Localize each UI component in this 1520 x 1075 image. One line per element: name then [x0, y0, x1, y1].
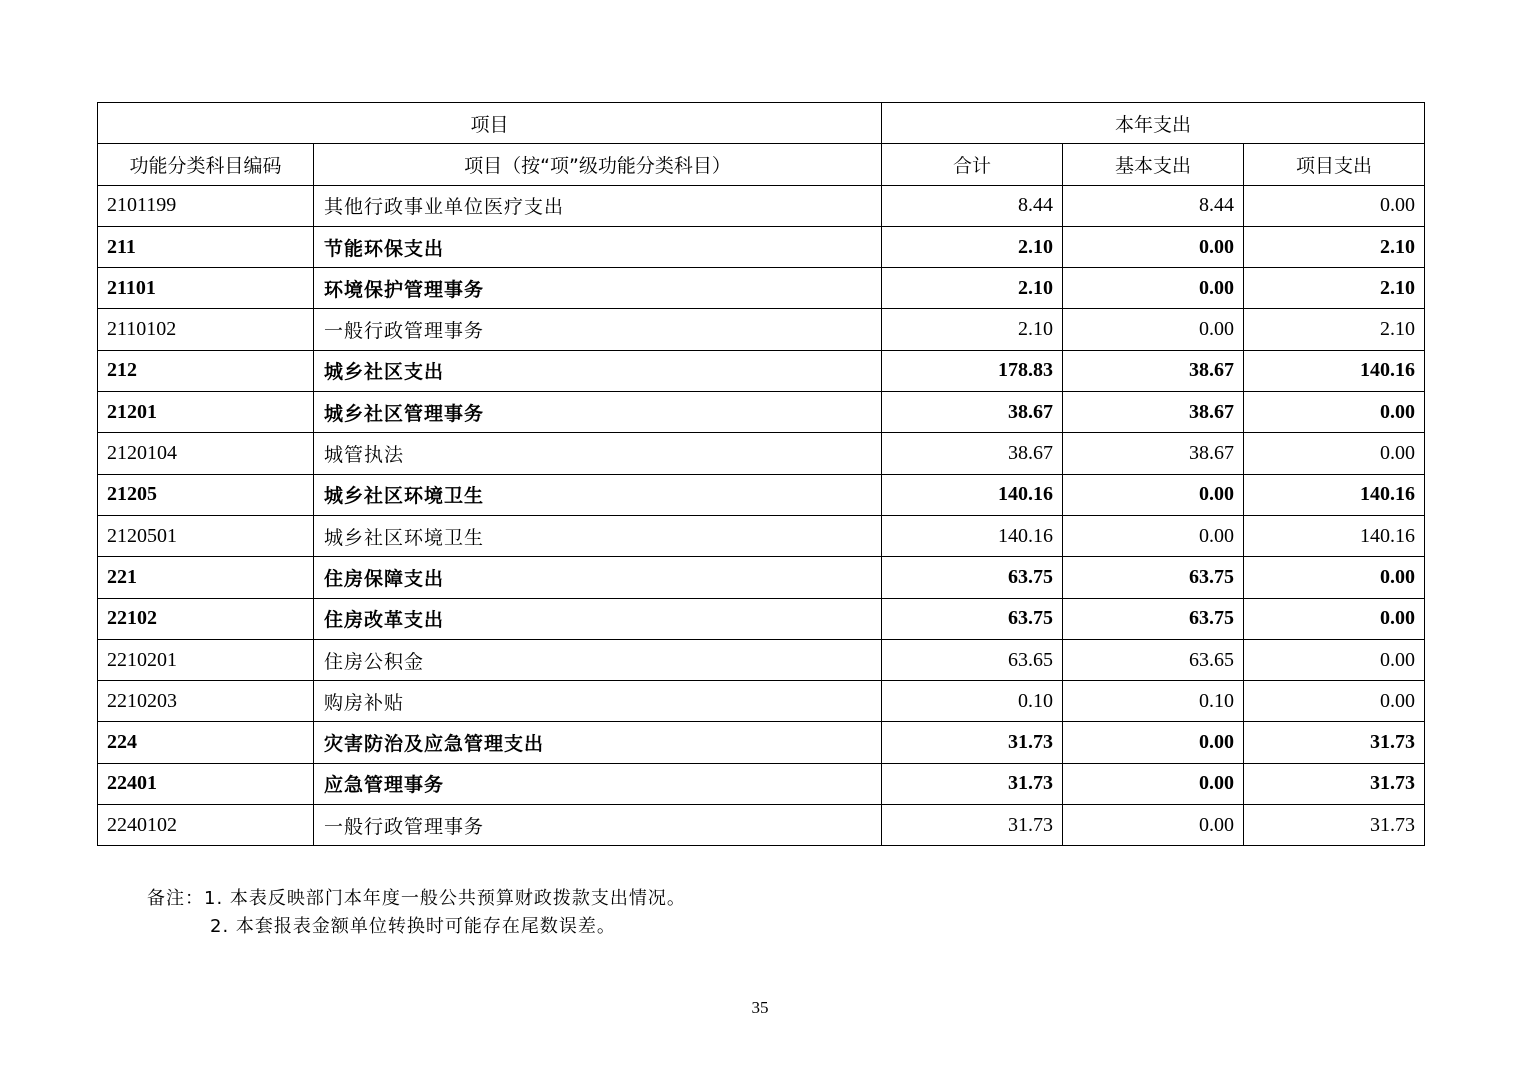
cell-name: 住房改革支出	[314, 598, 882, 639]
cell-code: 2210203	[98, 681, 314, 722]
cell-basic: 0.10	[1063, 681, 1244, 722]
cell-basic: 38.67	[1063, 392, 1244, 433]
table-row	[98, 185, 1425, 226]
cell-code: 211	[98, 226, 314, 267]
cell-name: 城管执法	[314, 433, 882, 474]
cell-name: 购房补贴	[314, 681, 882, 722]
cell-project: 2.10	[1244, 226, 1425, 267]
cell-code: 2240102	[98, 805, 314, 846]
cell-total: 38.67	[882, 392, 1063, 433]
header-code: 功能分类科目编码	[98, 144, 314, 185]
cell-code: 2110102	[98, 309, 314, 350]
cell-name: 环境保护管理事务	[314, 268, 882, 309]
table-row	[98, 350, 1425, 391]
table-row	[98, 433, 1425, 474]
cell-total: 2.10	[882, 309, 1063, 350]
cell-project: 0.00	[1244, 433, 1425, 474]
header-project-expense: 项目支出	[1244, 144, 1425, 185]
table-row	[98, 763, 1425, 804]
notes	[147, 885, 686, 941]
cell-total: 178.83	[882, 350, 1063, 391]
table-row	[98, 639, 1425, 680]
cell-basic: 0.00	[1063, 805, 1244, 846]
table-row	[98, 309, 1425, 350]
cell-basic: 38.67	[1063, 433, 1244, 474]
cell-project: 31.73	[1244, 722, 1425, 763]
cell-code: 2210201	[98, 639, 314, 680]
table-row	[98, 681, 1425, 722]
cell-code: 22401	[98, 763, 314, 804]
cell-total: 63.75	[882, 598, 1063, 639]
cell-name: 其他行政事业单位医疗支出	[314, 185, 882, 226]
header-row-columns	[98, 144, 1425, 185]
cell-code: 221	[98, 557, 314, 598]
header-project: 项目	[98, 103, 882, 144]
cell-project: 2.10	[1244, 309, 1425, 350]
table-row	[98, 268, 1425, 309]
cell-project: 140.16	[1244, 515, 1425, 556]
cell-basic: 0.00	[1063, 722, 1244, 763]
cell-total: 8.44	[882, 185, 1063, 226]
cell-code: 2120501	[98, 515, 314, 556]
cell-code: 21201	[98, 392, 314, 433]
cell-project: 0.00	[1244, 639, 1425, 680]
table-row	[98, 805, 1425, 846]
cell-basic: 38.67	[1063, 350, 1244, 391]
cell-basic: 0.00	[1063, 474, 1244, 515]
cell-basic: 8.44	[1063, 185, 1244, 226]
cell-code: 21101	[98, 268, 314, 309]
cell-name: 城乡社区环境卫生	[314, 474, 882, 515]
cell-project: 31.73	[1244, 763, 1425, 804]
cell-code: 212	[98, 350, 314, 391]
cell-name: 应急管理事务	[314, 763, 882, 804]
header-total: 合计	[882, 144, 1063, 185]
cell-name: 城乡社区管理事务	[314, 392, 882, 433]
cell-total: 2.10	[882, 268, 1063, 309]
table-row	[98, 557, 1425, 598]
table-row	[98, 226, 1425, 267]
cell-total: 140.16	[882, 474, 1063, 515]
header-basic: 基本支出	[1063, 144, 1244, 185]
cell-name: 节能环保支出	[314, 226, 882, 267]
budget-expenditure-table	[97, 102, 1425, 846]
cell-project: 0.00	[1244, 392, 1425, 433]
cell-basic: 0.00	[1063, 763, 1244, 804]
cell-project: 2.10	[1244, 268, 1425, 309]
cell-project: 31.73	[1244, 805, 1425, 846]
table-row	[98, 515, 1425, 556]
cell-total: 63.75	[882, 557, 1063, 598]
cell-total: 63.65	[882, 639, 1063, 680]
cell-total: 0.10	[882, 681, 1063, 722]
cell-basic: 63.75	[1063, 598, 1244, 639]
cell-code: 22102	[98, 598, 314, 639]
header-name: 项目（按“项”级功能分类科目）	[314, 144, 882, 185]
header-row-top	[98, 103, 1425, 144]
cell-name: 住房公积金	[314, 639, 882, 680]
note-line-1: 备注：1. 本表反映部门本年度一般公共预算财政拨款支出情况。	[147, 888, 686, 909]
cell-total: 140.16	[882, 515, 1063, 556]
cell-project: 0.00	[1244, 598, 1425, 639]
cell-name: 城乡社区支出	[314, 350, 882, 391]
cell-code: 2120104	[98, 433, 314, 474]
cell-total: 31.73	[882, 805, 1063, 846]
cell-code: 2101199	[98, 185, 314, 226]
cell-basic: 0.00	[1063, 515, 1244, 556]
cell-basic: 0.00	[1063, 226, 1244, 267]
table-row	[98, 392, 1425, 433]
cell-total: 2.10	[882, 226, 1063, 267]
cell-basic: 63.65	[1063, 639, 1244, 680]
cell-total: 31.73	[882, 722, 1063, 763]
page-number: 35	[751, 998, 769, 1017]
cell-project: 0.00	[1244, 681, 1425, 722]
header-annual-expense: 本年支出	[882, 103, 1425, 144]
table-body	[98, 185, 1425, 846]
cell-basic: 63.75	[1063, 557, 1244, 598]
cell-project: 0.00	[1244, 185, 1425, 226]
table-row	[98, 598, 1425, 639]
note-line-2: 2. 本套报表金额单位转换时可能存在尾数误差。	[210, 916, 616, 937]
cell-project: 0.00	[1244, 557, 1425, 598]
cell-name: 一般行政管理事务	[314, 309, 882, 350]
cell-name: 城乡社区环境卫生	[314, 515, 882, 556]
cell-basic: 0.00	[1063, 268, 1244, 309]
cell-basic: 0.00	[1063, 309, 1244, 350]
cell-name: 一般行政管理事务	[314, 805, 882, 846]
table-row	[98, 722, 1425, 763]
cell-name: 住房保障支出	[314, 557, 882, 598]
cell-project: 140.16	[1244, 350, 1425, 391]
table-row	[98, 474, 1425, 515]
cell-code: 224	[98, 722, 314, 763]
cell-name: 灾害防治及应急管理支出	[314, 722, 882, 763]
cell-total: 31.73	[882, 763, 1063, 804]
cell-code: 21205	[98, 474, 314, 515]
cell-project: 140.16	[1244, 474, 1425, 515]
cell-total: 38.67	[882, 433, 1063, 474]
